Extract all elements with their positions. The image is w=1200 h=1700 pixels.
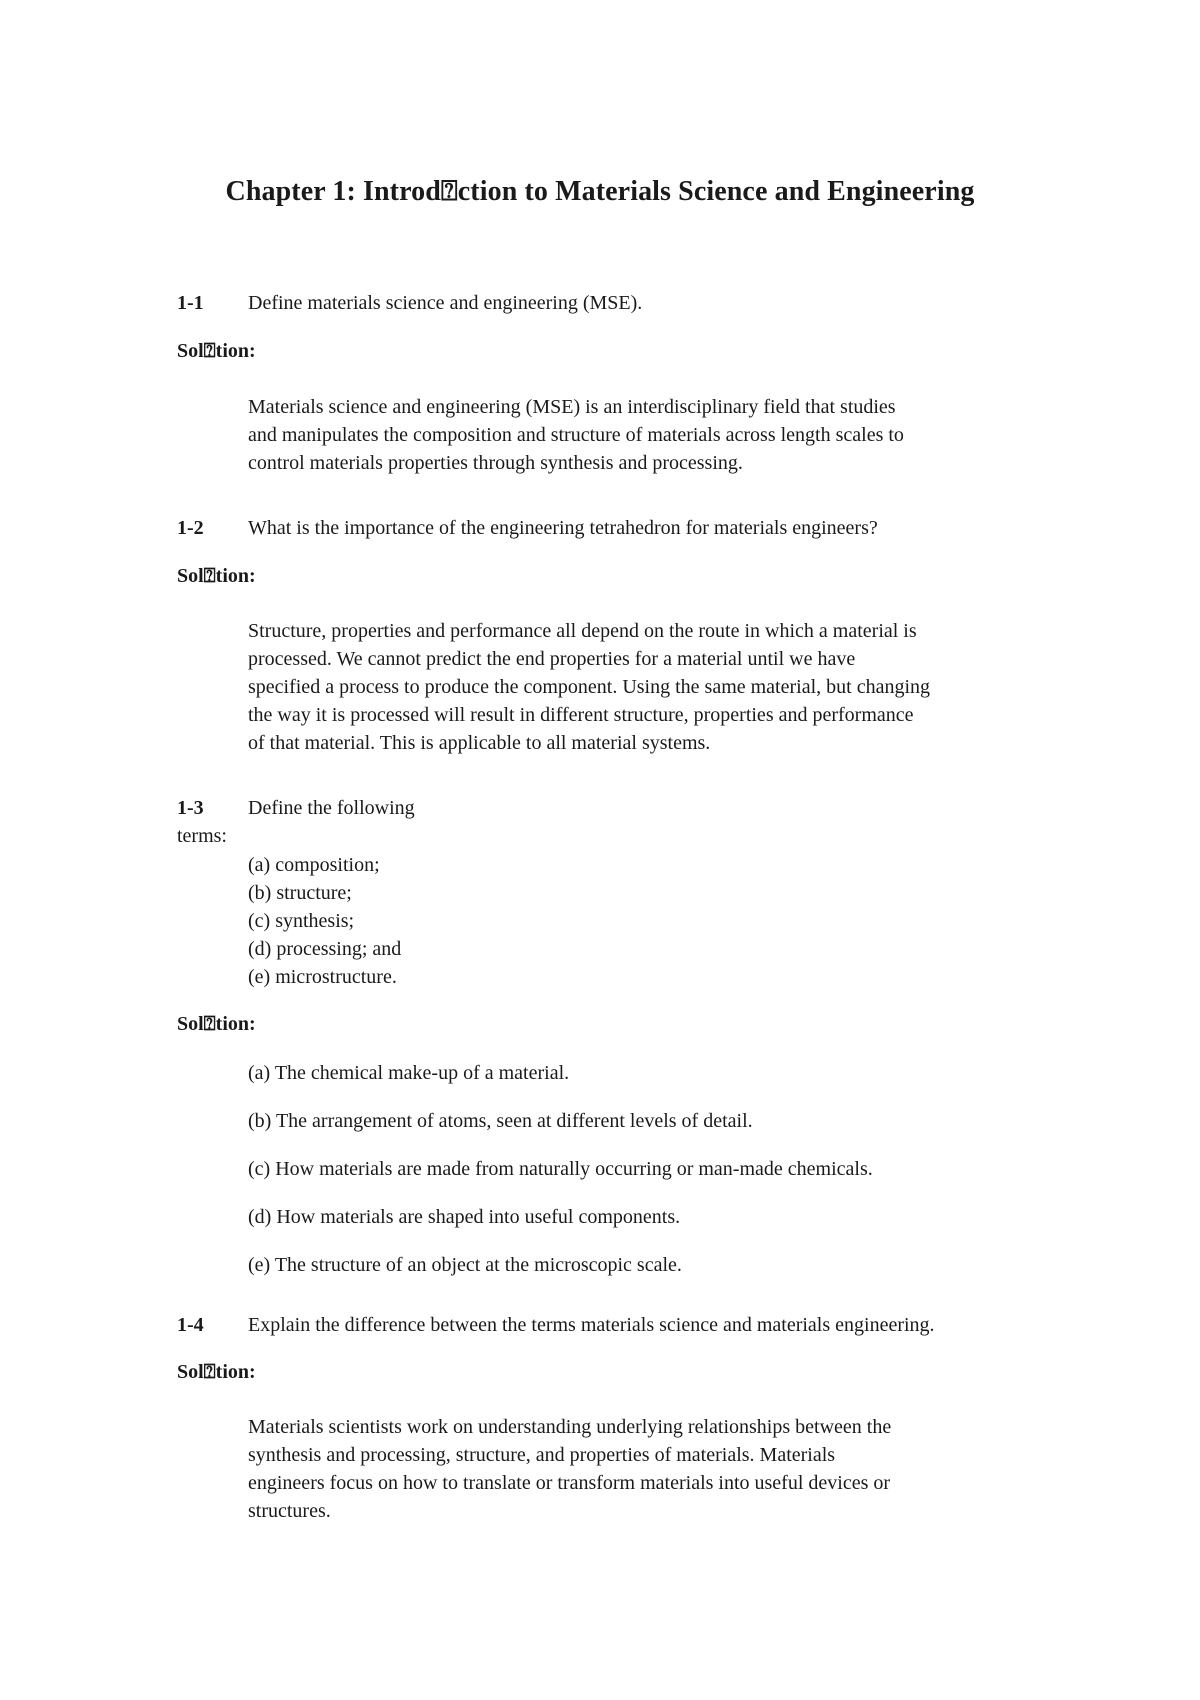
question-text: Define materials science and engineering (MSE).: [248, 292, 643, 314]
term-item: (c) synthesis;: [248, 910, 355, 932]
solution-item: (a) The chemical make-up of a material.: [248, 1062, 570, 1084]
question-number: 1-3: [177, 797, 204, 819]
solution-label: Sol⍰tion:: [177, 1013, 256, 1035]
question-text: Explain the difference between the terms materials science and materials engineering.: [248, 1314, 935, 1336]
question-number: 1-1: [177, 292, 204, 314]
term-item: (d) processing; and: [248, 938, 402, 960]
chapter-title: Chapter 1: Introd⍰ction to Materials Science and Engineering: [225, 176, 975, 207]
question-text: What is the importance of the engineering tetrahedron for materials engineers?: [248, 517, 878, 539]
solution-item: (e) The structure of an object at the microscopic scale.: [248, 1254, 682, 1276]
question-number: 1-2: [177, 517, 204, 539]
solution-line: processed. We cannot predict the end properties for a material until we have: [248, 648, 856, 670]
solution-label: Sol⍰tion:: [177, 340, 256, 362]
solution-line: engineers focus on how to translate or transform materials into useful devices or: [248, 1472, 891, 1494]
solution-line: Structure, properties and performance all depend on the route in which a material is: [248, 620, 917, 642]
solution-item: (c) How materials are made from naturally occurring or man-made chemicals.: [248, 1158, 873, 1180]
question-text: Define the following: [248, 797, 415, 819]
solution-line: Materials scientists work on understanding underlying relationships between the: [248, 1416, 892, 1438]
question-term-list: [248, 851, 1048, 991]
solution-paragraph: [248, 617, 1048, 757]
solution-line: specified a process to produce the component. Using the same material, but changing: [248, 676, 931, 698]
solution-line: the way it is processed will result in different structure, properties and performance: [248, 704, 914, 726]
solution-line: of that material. This is applicable to all material systems.: [248, 732, 711, 754]
term-item: (e) microstructure.: [248, 966, 397, 988]
solution-paragraph: [248, 393, 1048, 477]
term-item: (a) composition;: [248, 854, 380, 876]
solution-item: (d) How materials are shaped into useful components.: [248, 1206, 681, 1228]
solution-paragraph: [248, 1413, 1048, 1525]
solution-label: Sol⍰tion:: [177, 1361, 256, 1383]
solution-line: Materials science and engineering (MSE) is an interdisciplinary field that studies: [248, 396, 896, 418]
solution-line: and manipulates the composition and structure of materials across length scales to: [248, 424, 904, 446]
solution-label: Sol⍰tion:: [177, 565, 256, 587]
solution-item: (b) The arrangement of atoms, seen at different levels of detail.: [248, 1110, 753, 1132]
question-number: 1-4: [177, 1314, 204, 1336]
solution-line: structures.: [248, 1500, 331, 1522]
question-text-continued: terms:: [177, 825, 227, 847]
solution-line: control materials properties through synthesis and processing.: [248, 452, 743, 474]
solution-line: synthesis and processing, structure, and properties of materials. Materials: [248, 1444, 836, 1466]
term-item: (b) structure;: [248, 882, 352, 904]
